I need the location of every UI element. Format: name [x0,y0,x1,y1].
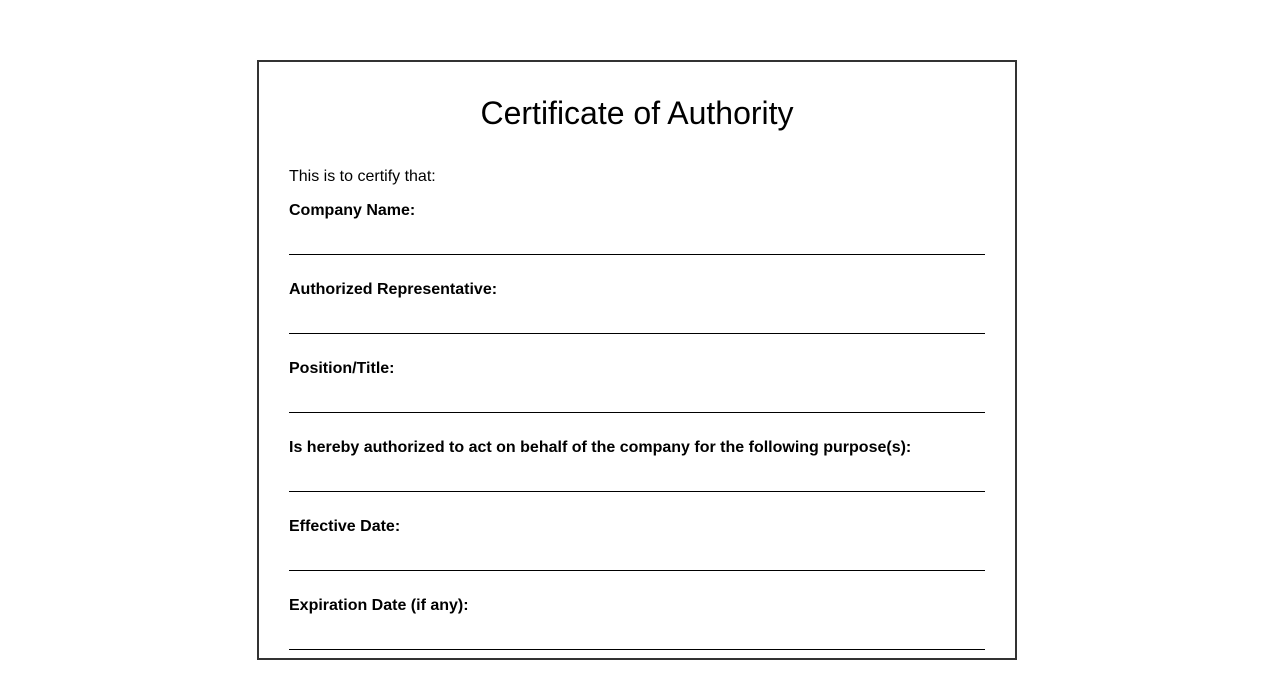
position-title-field [289,360,985,439]
company-name-line[interactable] [289,254,985,255]
certify-intro-text: This is to certify that: [289,168,436,185]
certificate-fields [289,202,985,676]
authorized-purpose-field [289,439,985,518]
company-name-label: Company Name: [289,202,416,219]
expiration-date-field [289,597,985,676]
certificate-document [257,60,1017,660]
effective-date-line[interactable] [289,570,985,571]
position-title-line[interactable] [289,412,985,413]
authorized-purpose-label: Is hereby authorized to act on behalf of the company for the following purpose(s): [289,439,912,456]
authorized-representative-label: Authorized Representative: [289,281,498,298]
position-title-label: Position/Title: [289,360,395,377]
authorized-representative-line[interactable] [289,333,985,334]
effective-date-field [289,518,985,597]
certificate-title: Certificate of Authority [480,95,794,131]
effective-date-label: Effective Date: [289,518,401,535]
expiration-date-line[interactable] [289,649,985,650]
authorized-purpose-line[interactable] [289,491,985,492]
expiration-date-label: Expiration Date (if any): [289,597,469,614]
company-name-field [289,202,985,281]
authorized-representative-field [289,281,985,360]
